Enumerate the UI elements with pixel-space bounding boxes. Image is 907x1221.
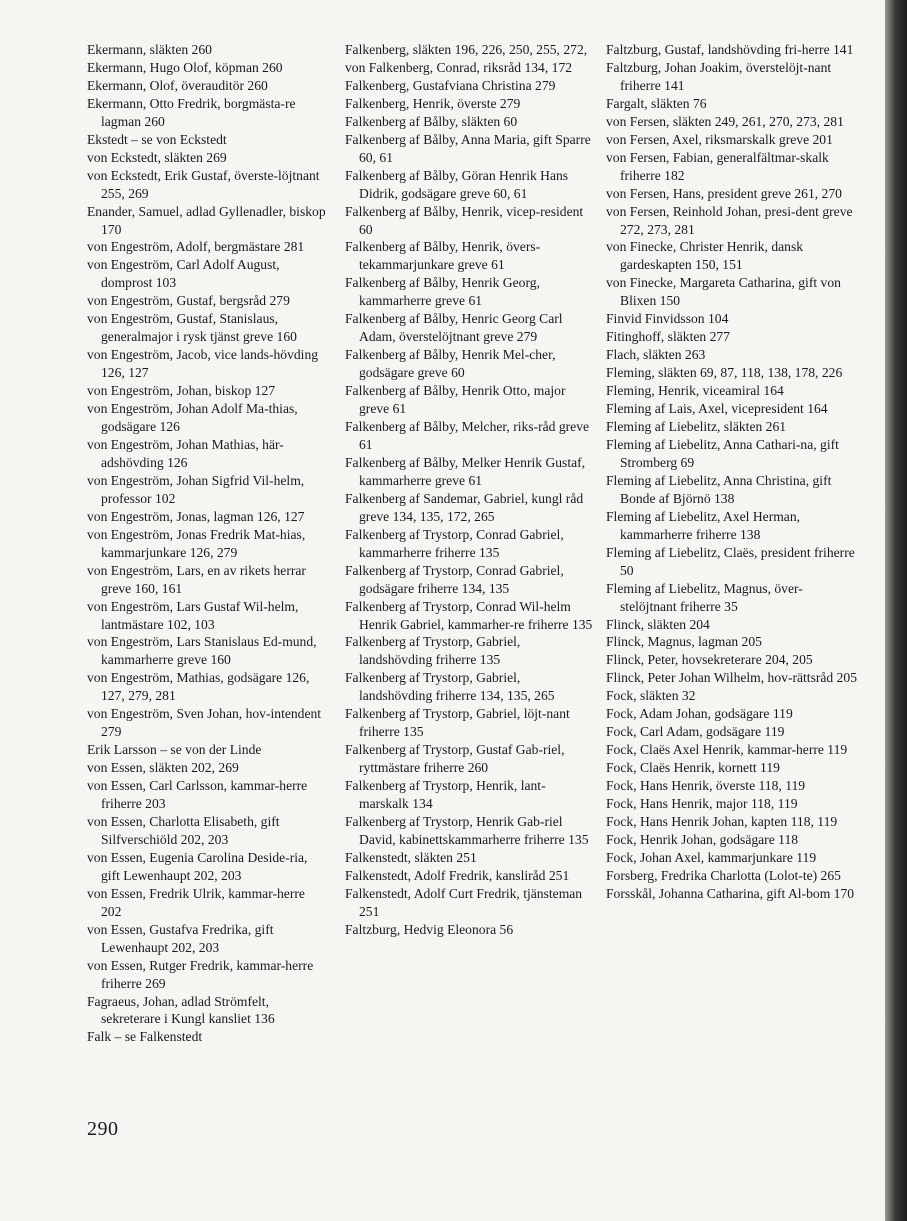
index-entry: Ekermann, Hugo Olof, köpman 260 <box>87 59 283 75</box>
index-entry: Falkenstedt, släkten 251 <box>345 849 477 865</box>
index-entry: von Engeström, Johan Sigfrid Vil-helm, professor 102 <box>87 472 305 506</box>
index-entry: Ekermann, Otto Fredrik, borgmästa-re lagman 260 <box>87 95 296 129</box>
index-entry: Fleming, släkten 69, 87, 118, 138, 178, 226 <box>606 365 843 381</box>
index-entry: von Fersen, Reinhold Johan, presi-dent greve 272, 273, 281 <box>606 203 853 237</box>
index-entry: von Essen, Rutger Fredrik, kammar-herre friherre 269 <box>87 957 314 991</box>
index-entry: Faltzburg, Johan Joakim, överstelöjt-nant friherre 141 <box>606 59 832 93</box>
index-entry: Falkenberg af Bålby, Henrik, vicep-resident 60 <box>345 203 584 237</box>
index-entry: Fleming af Liebelitz, Claës, president friherre 50 <box>606 544 855 578</box>
index-entry: von Eckstedt, Erik Gustaf, överste-löjtnant 255, 269 <box>87 167 320 201</box>
index-entry: Flinck, släkten 204 <box>606 616 710 632</box>
index-entry: von Fersen, Axel, riksmarskalk greve 201 <box>606 131 833 147</box>
index-entry: von Engeström, Gustaf, bergsråd 279 <box>87 293 290 309</box>
index-column-middle <box>345 41 595 939</box>
index-entry: Falkenberg af Trystorp, Conrad Gabriel, kammarherre friherre 135 <box>345 526 564 560</box>
index-entry: von Finecke, Margareta Catharina, gift von Blixen 150 <box>606 275 841 309</box>
index-entry: Falkenstedt, Adolf Fredrik, kansliråd 251 <box>345 867 570 883</box>
index-entry: von Fersen, Hans, president greve 261, 270 <box>606 185 842 201</box>
index-entry: Falk – se Falkenstedt <box>87 1029 203 1045</box>
index-entry: Falkenberg, släkten 196, 226, 250, 255, 272, <box>345 42 588 57</box>
index-column-right <box>606 41 858 903</box>
index-entry: Falkenberg af Trystorp, Henrik Gab-riel David, kabinettskammarherre friherre 135 <box>345 813 589 847</box>
index-entry: Fleming af Liebelitz, Axel Herman, kammarherre friherre 138 <box>606 508 801 542</box>
index-entry: Fock, Johan Axel, kammarjunkare 119 <box>606 849 817 865</box>
index-entry: Finvid Finvidsson 104 <box>606 311 729 327</box>
index-entry: Fock, Hans Henrik, major 118, 119 <box>606 796 798 812</box>
index-entry: Falkenberg af Bålby, Anna Maria, gift Sparre 60, 61 <box>345 131 591 165</box>
index-entry: Falkenberg af Trystorp, Henrik, lant-marskalk 134 <box>345 778 546 812</box>
index-entry: von Engeström, Johan Adolf Ma-thias, godsägare 126 <box>87 401 298 435</box>
index-entry: Fleming af Liebelitz, Anna Cathari-na, gift Stromberg 69 <box>606 436 839 470</box>
index-entry: Fleming af Liebelitz, släkten 261 <box>606 419 787 435</box>
index-entry: Fock, Hans Henrik, överste 118, 119 <box>606 778 806 794</box>
index-entry: von Engeström, Lars, en av rikets herrar greve 160, 161 <box>87 562 306 596</box>
index-entry: Fleming af Liebelitz, Magnus, över-stelöjtnant friherre 35 <box>606 580 803 614</box>
index-entry: Fock, Hans Henrik Johan, kapten 118, 119 <box>606 813 838 829</box>
index-entry: von Engeström, Lars Stanislaus Ed-mund, kammarherre greve 160 <box>87 634 317 668</box>
index-entry: Forsskål, Johanna Catharina, gift Al-bom 170 <box>606 885 855 901</box>
index-entry: Fock, Carl Adam, godsägare 119 <box>606 724 785 740</box>
index-entry: von Eckstedt, släkten 269 <box>87 149 227 165</box>
index-entry: Falkenberg af Bålby, Melker Henrik Gustaf, kammarherre greve 61 <box>345 454 586 488</box>
index-entry: Erik Larsson – se von der Linde <box>87 742 262 758</box>
index-entry: von Engeström, Jonas Fredrik Mat-hias, kammarjunkare 126, 279 <box>87 526 306 560</box>
index-entry: von Fersen, Fabian, generalfältmar-skalk friherre 182 <box>606 149 829 183</box>
index-entry: Falkenberg af Bålby, Melcher, riks-råd greve 61 <box>345 419 590 452</box>
index-entry: Falkenstedt, Adolf Curt Fredrik, tjänsteman 251 <box>345 885 583 919</box>
index-entry: von Engeström, Mathias, godsägare 126, 127, 279, 281 <box>87 670 310 704</box>
index-entry: Ekermann, Olof, överauditör 260 <box>87 77 268 93</box>
index-entry: Fock, Claës Henrik, kornett 119 <box>606 760 780 776</box>
index-entry: von Engeström, Adolf, bergmästare 281 <box>87 239 305 255</box>
index-entry: Fock, Henrik Johan, godsägare 118 <box>606 831 799 847</box>
index-entry: von Essen, släkten 202, 269 <box>87 760 239 776</box>
index-entry: Falkenberg, Gustafviana Christina 279 <box>345 77 556 93</box>
index-entry: Fock, Claës Axel Henrik, kammar-herre 119 <box>606 742 848 758</box>
index-entry: von Engeström, Carl Adolf August, domprost 103 <box>87 257 280 291</box>
index-entry: von Fersen, släkten 249, 261, 270, 273, 281 <box>606 113 844 129</box>
index-entry: von Engeström, Gustaf, Stanislaus, generalmajor i rysk tjänst greve 160 <box>87 311 297 345</box>
index-column-left <box>87 41 327 1046</box>
index-entry: Ekstedt – se von Eckstedt <box>87 131 227 147</box>
index-entry: Fleming, Henrik, viceamiral 164 <box>606 383 784 399</box>
index-entry: Falkenberg af Trystorp, Conrad Gabriel, godsägare friherre 134, 135 <box>345 562 564 596</box>
index-entry: Fleming af Liebelitz, Anna Christina, gift Bonde af Björnö 138 <box>606 472 832 506</box>
index-entry: Falkenberg af Bålby, Henric Georg Carl Adam, överstelöjtnant greve 279 <box>345 311 563 345</box>
index-entry: Falkenberg af Bålby, Göran Henrik Hans Didrik, godsägare greve 60, 61 <box>345 167 569 201</box>
index-entry: Ekermann, släkten 260 <box>87 42 212 57</box>
index-entry: Falkenberg af Bålby, Henrik, övers-tekammarjunkare greve 61 <box>345 239 541 273</box>
index-entry: von Engeström, Lars Gustaf Wil-helm, lantmästare 102, 103 <box>87 598 299 632</box>
index-entry: Faltzburg, Hedvig Eleonora 56 <box>345 921 514 937</box>
index-entry: von Engeström, Jacob, vice lands-hövding 126, 127 <box>87 347 319 381</box>
index-entry: Falkenberg af Trystorp, Gabriel, löjt-nant friherre 135 <box>345 706 570 740</box>
index-entry: von Essen, Gustafva Fredrika, gift Lewenhaupt 202, 203 <box>87 921 274 955</box>
index-entry: von Essen, Fredrik Ulrik, kammar-herre 202 <box>87 885 305 919</box>
index-entry: Falkenberg af Bålby, Henrik Mel-cher, godsägare greve 60 <box>345 347 556 381</box>
index-entry: Falkenberg af Bålby, släkten 60 <box>345 113 518 129</box>
index-entry: Falkenberg af Bålby, Henrik Georg, kammarherre greve 61 <box>345 275 540 309</box>
index-entry: von Engeström, Jonas, lagman 126, 127 <box>87 508 305 524</box>
index-entry: Flinck, Peter Johan Wilhelm, hov-rättsråd 205 <box>606 670 858 686</box>
index-entry: von Falkenberg, Conrad, riksråd 134, 172 <box>345 59 573 75</box>
index-entry: Fargalt, släkten 76 <box>606 95 707 111</box>
index-entry: Falkenberg af Sandemar, Gabriel, kungl råd greve 134, 135, 172, 265 <box>345 490 584 524</box>
index-entry: von Engeström, Johan Mathias, här-adshövding 126 <box>87 436 284 470</box>
index-entry: Fock, Adam Johan, godsägare 119 <box>606 706 793 722</box>
index-entry: von Engeström, Sven Johan, hov-intendent 279 <box>87 706 322 740</box>
index-entry: von Finecke, Christer Henrik, dansk gardeskapten 150, 151 <box>606 239 804 273</box>
index-entry: Fock, släkten 32 <box>606 688 696 704</box>
index-entry: Flinck, Peter, hovsekreterare 204, 205 <box>606 652 813 668</box>
index-entry: Forsberg, Fredrika Charlotta (Lolot-te) 265 <box>606 867 841 883</box>
index-entry: Enander, Samuel, adlad Gyllenadler, biskop 170 <box>87 203 326 237</box>
index-entry: Flach, släkten 263 <box>606 347 706 363</box>
index-entry: von Essen, Eugenia Carolina Deside-ria, gift Lewenhaupt 202, 203 <box>87 849 308 883</box>
index-entry: Falkenberg af Trystorp, Gabriel, landshövding friherre 135 <box>345 634 521 668</box>
index-entry: Falkenberg af Bålby, Henrik Otto, major greve 61 <box>345 383 566 417</box>
index-entry: Falkenberg, Henrik, överste 279 <box>345 95 521 111</box>
index-entry: Falkenberg af Trystorp, Gabriel, landshövding friherre 134, 135, 265 <box>345 670 555 704</box>
index-entry: Fleming af Lais, Axel, vicepresident 164 <box>606 401 828 417</box>
index-entry: Faltzburg, Gustaf, landshövding fri-herre 141 <box>606 42 854 57</box>
index-entry: von Essen, Charlotta Elisabeth, gift Silfverschiöld 202, 203 <box>87 813 280 847</box>
index-entry: Falkenberg af Trystorp, Gustaf Gab-riel, ryttmästare friherre 260 <box>345 742 565 776</box>
index-entry: Flinck, Magnus, lagman 205 <box>606 634 762 650</box>
index-entry: Fitinghoff, släkten 277 <box>606 329 730 345</box>
index-entry: Falkenberg af Trystorp, Conrad Wil-helm Henrik Gabriel, kammarher-re friherre 135 <box>345 598 593 632</box>
book-binding-shadow <box>885 0 907 1221</box>
index-entry: von Engeström, Johan, biskop 127 <box>87 383 276 399</box>
page-number: 290 <box>87 1118 119 1140</box>
index-entry: von Essen, Carl Carlsson, kammar-herre friherre 203 <box>87 778 308 812</box>
index-entry: Fagraeus, Johan, adlad Strömfelt, sekreterare i Kungl kansliet 136 <box>87 993 275 1027</box>
